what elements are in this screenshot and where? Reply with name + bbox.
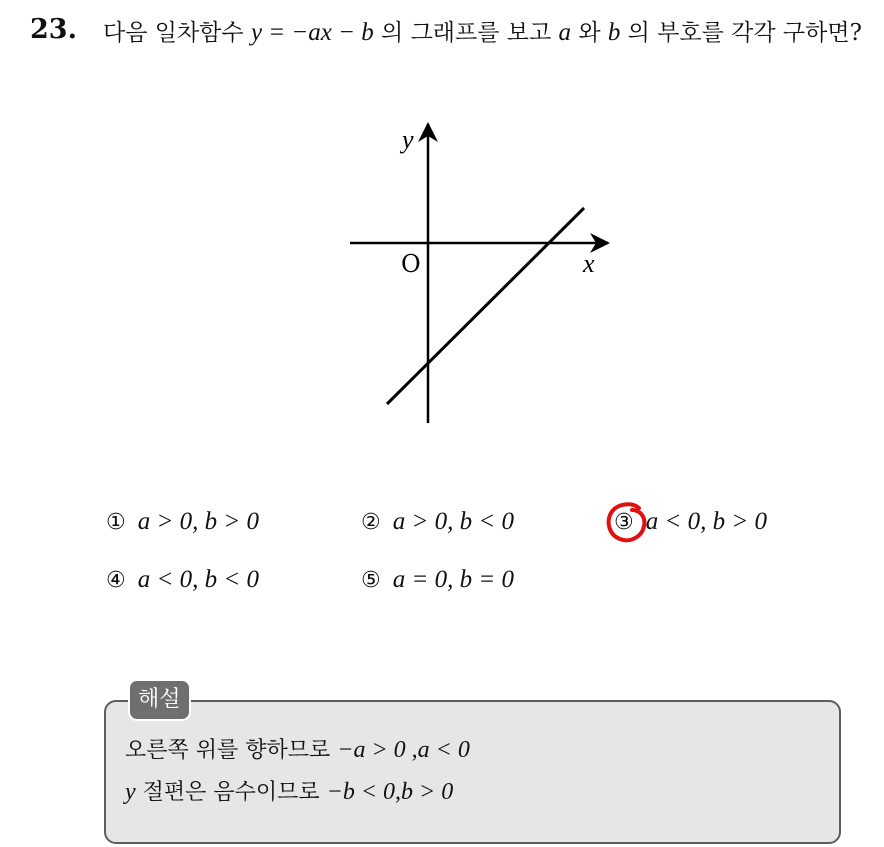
choice-4-mark: ④ bbox=[106, 568, 126, 593]
solution-line-1-math: −a > 0 ,a < 0 bbox=[337, 737, 470, 763]
question-text bbox=[103, 14, 863, 52]
choice-5-text: a = 0, b = 0 bbox=[392, 566, 514, 593]
selection-circle-mark bbox=[605, 500, 649, 544]
question-number: 23. bbox=[30, 14, 77, 45]
question-var-a: a bbox=[558, 19, 572, 46]
choice-4-text: a < 0, b < 0 bbox=[137, 566, 259, 593]
choice-2[interactable] bbox=[361, 508, 514, 536]
question-text-mid2: 와 bbox=[571, 20, 608, 46]
choice-2-text: a > 0, b < 0 bbox=[392, 508, 514, 535]
solution-line-2-text: 절편은 음수이므로 bbox=[135, 780, 327, 805]
question-text-after: 의 부호를 각각 구하면? bbox=[620, 20, 862, 46]
solution-line-1 bbox=[125, 733, 470, 764]
solution-box bbox=[104, 700, 841, 844]
line-graph bbox=[340, 118, 620, 438]
choice-2-mark: ② bbox=[361, 510, 381, 535]
solution-line-2 bbox=[125, 775, 453, 806]
question-text-mid1: 의 그래프를 보고 bbox=[373, 20, 559, 46]
x-axis-label: x bbox=[583, 249, 595, 278]
question-var-b: b bbox=[607, 19, 621, 46]
choice-1-mark: ① bbox=[106, 510, 126, 535]
choice-1[interactable] bbox=[106, 508, 259, 536]
choice-1-text: a > 0, b > 0 bbox=[137, 508, 259, 535]
question-equation: y = −ax − b bbox=[250, 19, 374, 46]
y-axis-label: y bbox=[402, 125, 414, 154]
choice-3-mark: ③ bbox=[614, 510, 634, 535]
origin-label: O bbox=[401, 250, 421, 278]
function-line bbox=[387, 208, 584, 404]
solution-line-2-math: −b < 0,b > 0 bbox=[326, 779, 454, 805]
choice-5[interactable] bbox=[361, 566, 514, 594]
solution-line-1-text: 오른쪽 위를 향하므로 bbox=[125, 738, 338, 763]
solution-tag: 해설 bbox=[128, 679, 191, 721]
choice-3-text: a < 0, b > 0 bbox=[645, 508, 767, 535]
question-text-before: 다음 일차함수 bbox=[103, 20, 251, 46]
choice-4[interactable] bbox=[106, 566, 259, 594]
solution-line-2-var: y bbox=[125, 779, 136, 805]
choice-5-mark: ⑤ bbox=[361, 568, 381, 593]
